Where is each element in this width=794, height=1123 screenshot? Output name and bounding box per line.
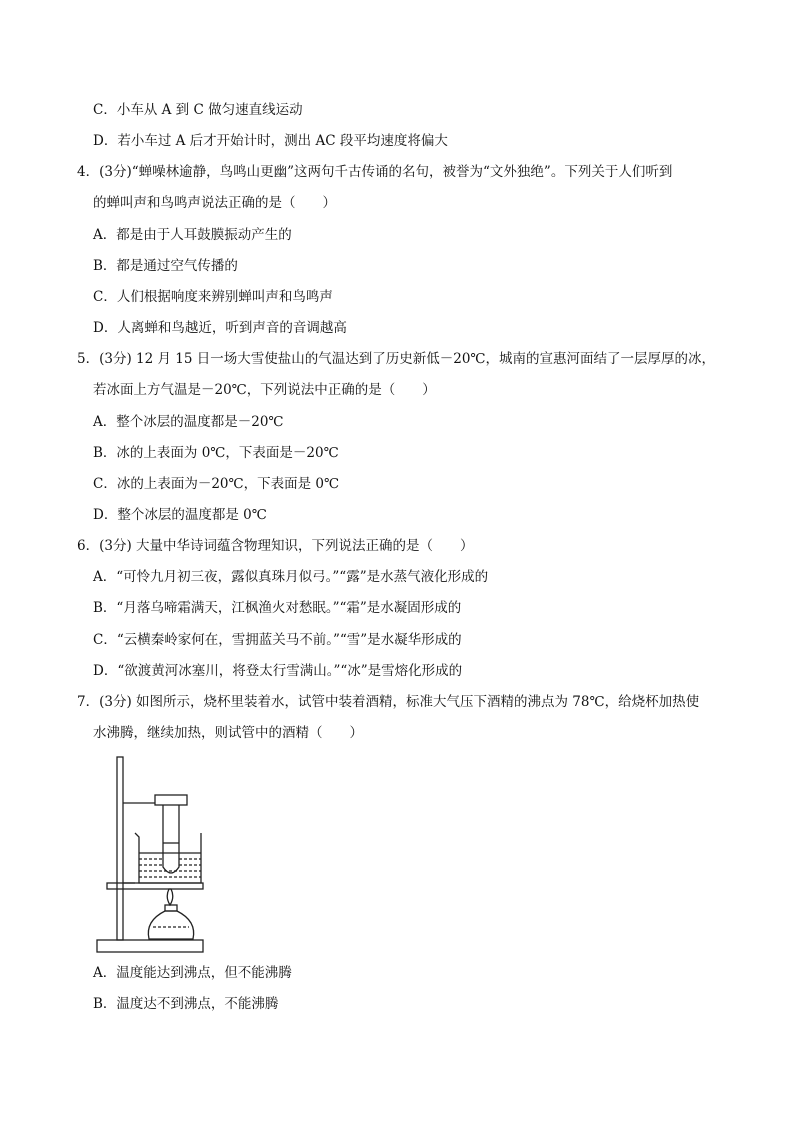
question-5-stem-cont: 若冰面上方气温是－20℃，下列说法中正确的是（ ） <box>93 382 436 398</box>
flame <box>167 889 173 905</box>
question-7-stem: 7．(3分) 如图所示，烧杯里装着水，试管中装着酒精，标准大气压下酒精的沸点为 78℃，给烧杯加热使 <box>77 694 700 710</box>
question-4-stem-cont: 的蝉叫声和鸟鸣声说法正确的是（ ） <box>93 195 336 211</box>
support-plate <box>107 883 203 889</box>
stand-base <box>97 940 203 952</box>
alcohol-lamp <box>148 911 193 939</box>
question-5-option-c: C．冰的上表面为－20℃，下表面是 0℃ <box>93 476 340 492</box>
question-4-option-b: B．都是通过空气传播的 <box>93 258 238 274</box>
test-tube <box>163 805 179 873</box>
beaker <box>135 833 201 883</box>
question-7-option-b: B．温度达不到沸点，不能沸腾 <box>93 996 279 1012</box>
question-6-option-d: D．“欲渡黄河冰塞川，将登太行雪满山。”“冰”是雪熔化形成的 <box>93 663 463 679</box>
question-7-stem-cont: 水沸腾，继续加热，则试管中的酒精（ ） <box>93 725 363 741</box>
apparatus-figure <box>95 755 207 955</box>
question-7-option-a: A．温度能达到沸点，但不能沸腾 <box>93 965 292 981</box>
question-6-option-b: B．“月落乌啼霜满天，江枫渔火对愁眠。”“霜”是水凝固形成的 <box>93 600 462 616</box>
question-5-option-d: D．整个冰层的温度都是 0℃ <box>93 507 267 523</box>
question-5-option-a: A．整个冰层的温度都是－20℃ <box>93 414 284 430</box>
question-4-option-c: C．人们根据响度来辨别蝉叫声和鸟鸣声 <box>93 289 333 305</box>
clamp <box>155 795 187 805</box>
question-5-option-b: B．冰的上表面为 0℃，下表面是－20℃ <box>93 445 339 461</box>
option-d: D．若小车过 A 后才开始计时，测出 AC 段平均速度将偏大 <box>93 133 448 149</box>
question-6-option-c: C．“云横秦岭家何在，雪拥蓝关马不前。”“雪”是水凝华形成的 <box>93 632 462 648</box>
question-4-option-d: D．人离蝉和鸟越近，听到声音的音调越高 <box>93 320 347 336</box>
option-c: C．小车从 A 到 C 做匀速直线运动 <box>93 102 303 118</box>
stand-rod <box>117 757 123 940</box>
question-4-stem: 4．(3分)“蝉噪林逾静，鸟鸣山更幽”这两句千古传诵的名句，被誉为“文外独绝”。下列关于人们听到 <box>77 164 673 180</box>
question-6-stem: 6．(3分) 大量中华诗词蕴含物理知识，下列说法正确的是（ ） <box>77 538 474 554</box>
question-5-stem: 5．(3分) 12 月 15 日一场大雪使盐山的气温达到了历史新低－20℃，城南的宣惠河面结了一层厚厚的冰， <box>77 351 716 367</box>
question-6-option-a: A．“可怜九月初三夜，露似真珠月似弓。”“露”是水蒸气液化形成的 <box>93 569 489 585</box>
question-4-option-a: A．都是由于人耳鼓膜振动产生的 <box>93 227 292 243</box>
